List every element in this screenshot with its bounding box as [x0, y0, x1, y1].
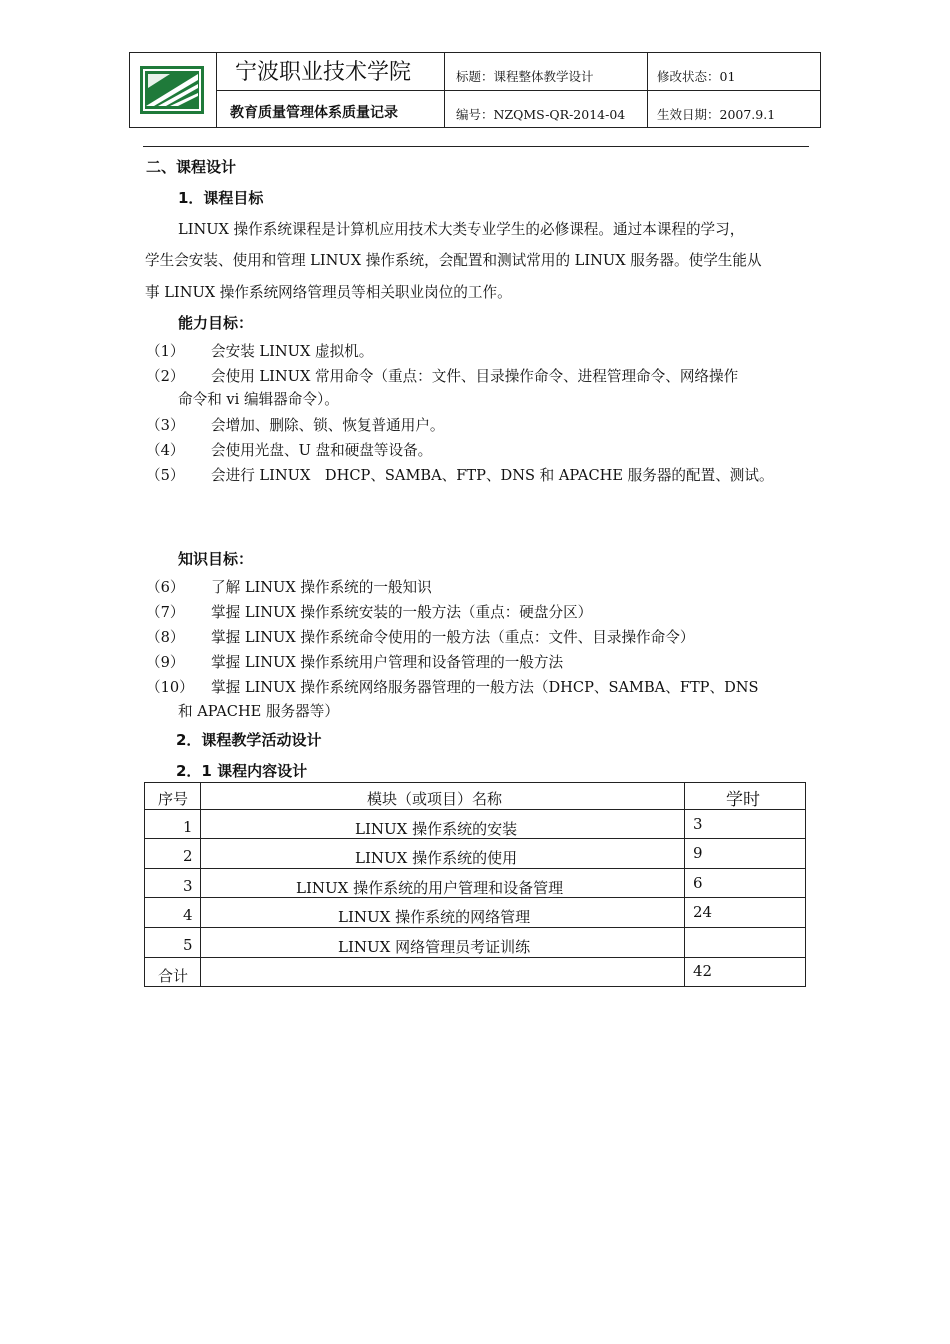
effective-date-field: 生效日期：2007.9.1 — [657, 107, 776, 122]
table-divider — [200, 783, 201, 986]
school-logo-icon — [140, 66, 204, 114]
table-cell-name: LINUX 操作系统的网络管理 — [338, 908, 531, 926]
knowledge-item-number: （7） — [146, 604, 185, 621]
content-heading: 2．1 课程内容设计 — [176, 762, 308, 780]
quality-system-name: 教育质量管理体系质量记录 — [230, 105, 398, 121]
knowledge-item: 掌握 LINUX 操作系统安装的一般方法（重点：硬盘分区） — [211, 604, 593, 621]
table-cell-seq: 3 — [183, 877, 193, 895]
course-content-table — [144, 782, 806, 987]
ability-item-number: （2） — [146, 368, 185, 385]
table-cell-seq: 4 — [183, 906, 193, 924]
ability-item-number: （1） — [146, 343, 185, 360]
knowledge-item-number: （9） — [146, 654, 185, 671]
table-total-hours: 42 — [693, 962, 713, 980]
header-divider — [217, 90, 820, 91]
table-cell-name: LINUX 操作系统的用户管理和设备管理 — [296, 879, 564, 897]
table-divider — [145, 868, 805, 869]
table-cell-hours: 6 — [693, 874, 703, 892]
table-cell-name: LINUX 操作系统的安装 — [355, 820, 518, 838]
table-cell-seq: 5 — [183, 936, 193, 954]
logo-cell — [130, 53, 217, 127]
knowledge-heading: 知识目标： — [178, 550, 254, 568]
intro-line: 学生会安装、使用和管理 LINUX 操作系统，会配置和测试常用的 LINUX 服务器。使学生能从 — [145, 252, 762, 269]
ability-item: 会进行 LINUX DHCP、SAMBA、FTP、DNS 和 APACHE 服务器的配置、测试。 — [211, 467, 774, 484]
ability-item-number: （4） — [146, 442, 185, 459]
ability-item: 会增加、删除、锁、恢复普通用户。 — [211, 417, 445, 434]
table-header-hours: 学时 — [726, 790, 760, 810]
knowledge-item-continued: 和 APACHE 服务器等） — [178, 703, 339, 720]
ability-item: 会使用 LINUX 常用命令（重点：文件、目录操作命令、进程管理命令、网络操作 — [211, 368, 739, 385]
knowledge-item: 掌握 LINUX 操作系统命令使用的一般方法（重点：文件、目录操作命令） — [211, 629, 695, 646]
document-header — [129, 52, 821, 128]
table-cell-hours: 24 — [693, 903, 713, 921]
ability-heading: 能力目标： — [178, 314, 254, 332]
revision-field: 修改状态：01 — [657, 69, 736, 84]
table-divider — [684, 783, 685, 986]
table-cell-seq: 2 — [183, 847, 193, 865]
table-cell-name: LINUX 操作系统的使用 — [355, 849, 518, 867]
knowledge-item: 掌握 LINUX 操作系统网络服务器管理的一般方法（DHCP、SAMBA、FTP、DNS — [211, 679, 759, 696]
table-divider — [145, 809, 805, 810]
knowledge-item-number: （6） — [146, 579, 185, 596]
ability-item-number: （5） — [146, 467, 185, 484]
table-cell-hours: 3 — [693, 815, 703, 833]
goals-heading: 1．课程目标 — [178, 189, 264, 207]
knowledge-item: 掌握 LINUX 操作系统用户管理和设备管理的一般方法 — [211, 654, 564, 671]
table-divider — [145, 927, 805, 928]
table-divider — [145, 957, 805, 958]
ability-item: 会使用光盘、U 盘和硬盘等设备。 — [211, 442, 433, 459]
ability-item-continued: 命令和 vi 编辑器命令）。 — [178, 391, 339, 408]
activity-heading: 2．课程教学活动设计 — [176, 731, 322, 749]
table-cell-name: LINUX 网络管理员考证训练 — [338, 938, 531, 956]
table-cell-seq: 1 — [183, 818, 193, 836]
knowledge-item: 了解 LINUX 操作系统的一般知识 — [211, 579, 432, 596]
intro-line: 事 LINUX 操作系统网络管理员等相关职业岗位的工作。 — [145, 284, 512, 301]
code-field: 编号：NZQMS-QR-2014-04 — [456, 107, 626, 122]
title-field: 标题：课程整体教学设计 — [456, 69, 594, 84]
ability-item-number: （3） — [146, 417, 185, 434]
section-heading: 二、课程设计 — [146, 158, 237, 176]
table-header-seq: 序号 — [158, 790, 189, 808]
knowledge-item-number: （10） — [146, 679, 194, 696]
table-cell-hours: 9 — [693, 844, 703, 862]
table-header-name: 模块（或项目）名称 — [367, 790, 503, 808]
table-total-label: 合计 — [158, 967, 189, 985]
knowledge-item-number: （8） — [146, 629, 185, 646]
intro-line: LINUX 操作系统课程是计算机应用技术大类专业学生的必修课程。通过本课程的学习， — [178, 221, 745, 238]
ability-item: 会安装 LINUX 虚拟机。 — [211, 343, 374, 360]
header-rule — [143, 146, 809, 147]
school-name: 宁波职业技术学院 — [235, 60, 412, 85]
